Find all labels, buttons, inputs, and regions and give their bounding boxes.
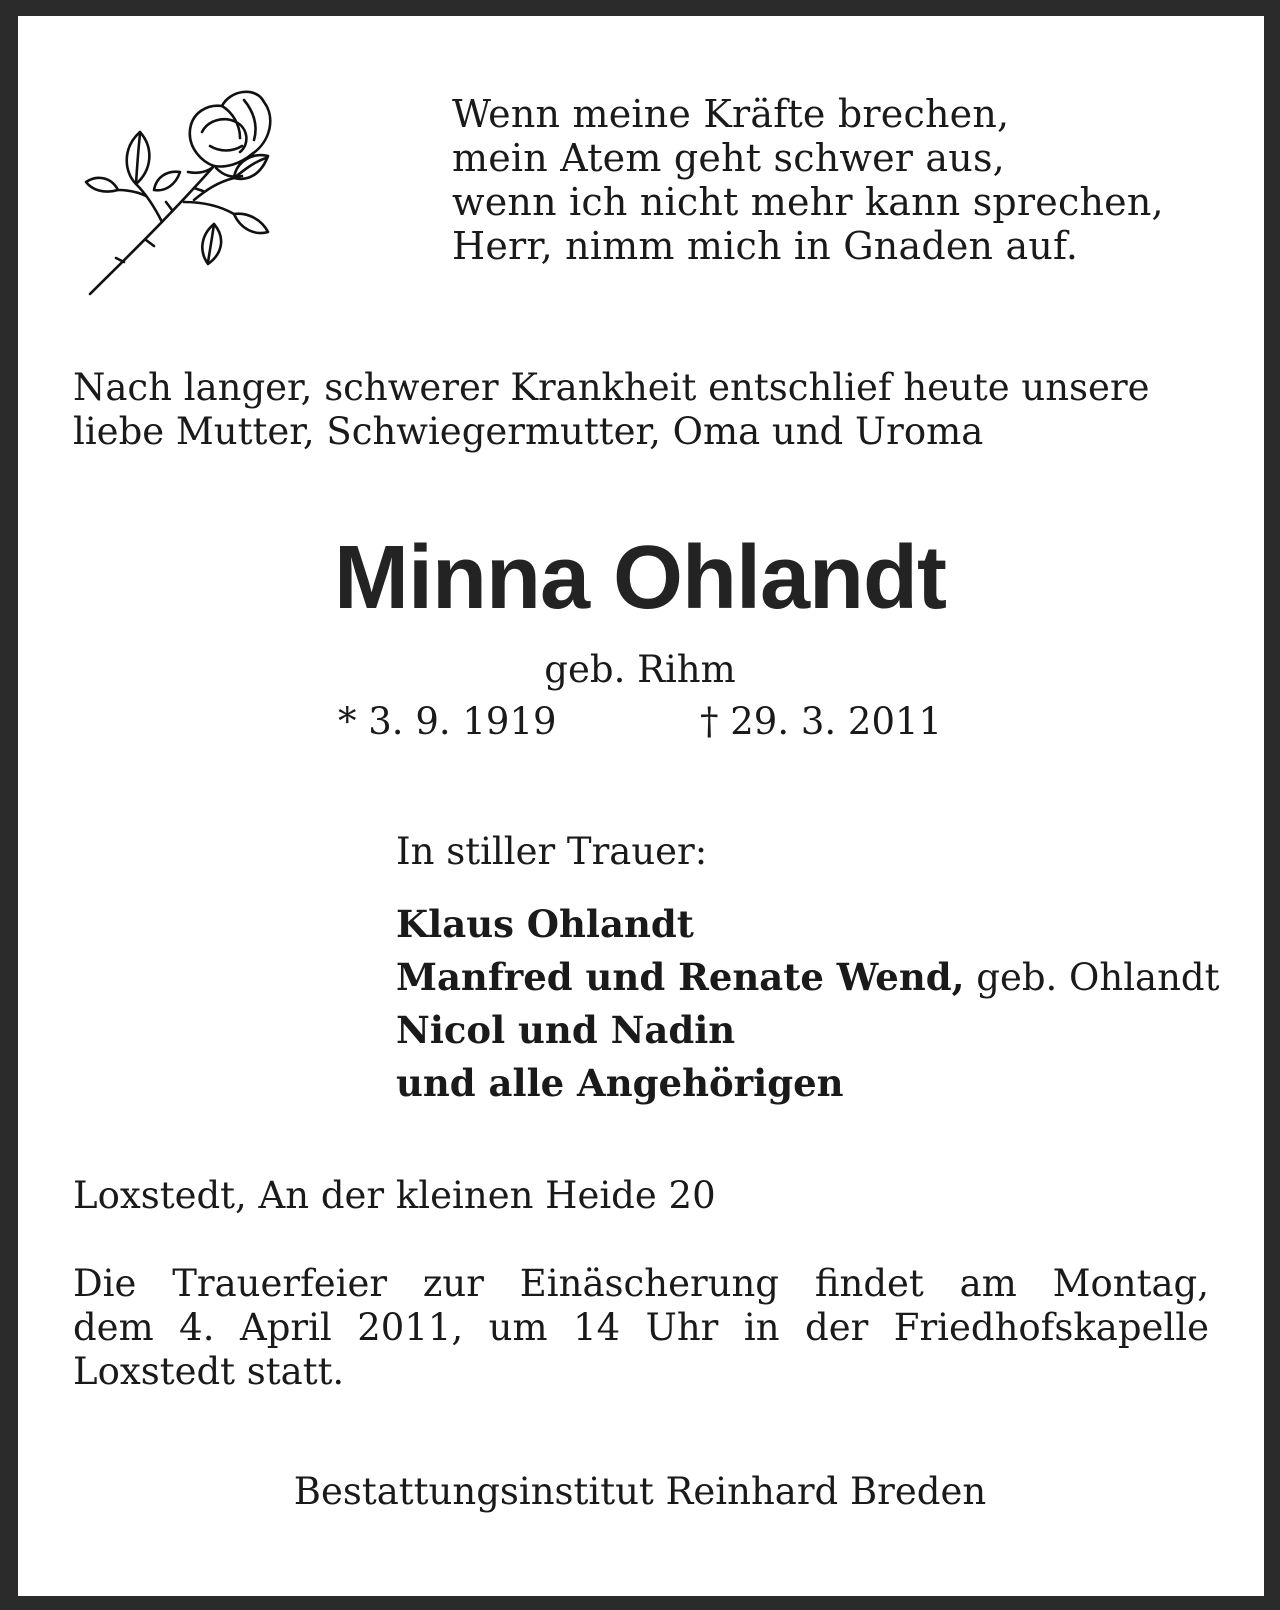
poem-line: wenn ich nicht mehr kann sprechen, [452,180,1164,224]
address: Loxstedt, An der kleinen Heide 20 [73,1174,716,1217]
mourner-row [396,898,1220,951]
service-info [73,1262,1209,1394]
deceased-name: Minna Ohlandt [334,528,946,628]
mourner-row [396,1057,1220,1110]
mourner-name: und alle Angehörigen [396,1061,844,1105]
mourning-label: In stiller Trauer: [396,830,708,873]
mourner-name: Klaus Ohlandt [396,902,694,946]
intro-line: Nach langer, schwerer Krankheit entschlief heute unsere [73,366,1150,409]
intro-line: liebe Mutter, Schwiegermutter, Oma und Uroma [73,410,984,453]
poem-line: Wenn meine Kräfte brechen, [452,92,1010,136]
poem-line: Herr, nimm mich in Gnaden auf. [452,224,1079,268]
rose-icon [84,82,284,302]
service-line: Loxstedt statt. [73,1350,345,1393]
poem [452,92,1164,268]
birth-date: * 3. 9. 1919 [338,700,557,743]
born-name: geb. Rihm [544,648,736,691]
service-line: dem 4. April 2011, um 14 Uhr in der Friedhofskapelle [73,1306,1209,1349]
mourner-name: Manfred und Renate Wend, [396,955,965,999]
mourner-row [396,951,1220,1004]
service-line: Die Trauerfeier zur Einäscherung findet am Montag, [73,1262,1209,1305]
mourner-note: geb. Ohlandt [964,956,1220,999]
mourners-list [396,898,1220,1110]
intro-text [73,366,1209,454]
poem-line: mein Atem geht schwer aus, [452,136,1005,180]
undertaker: Bestattungsinstitut Reinhard Breden [293,1470,987,1513]
mourner-row [396,1004,1220,1057]
mourner-name: Nicol und Nadin [396,1008,736,1052]
death-date: † 29. 3. 2011 [700,700,943,743]
